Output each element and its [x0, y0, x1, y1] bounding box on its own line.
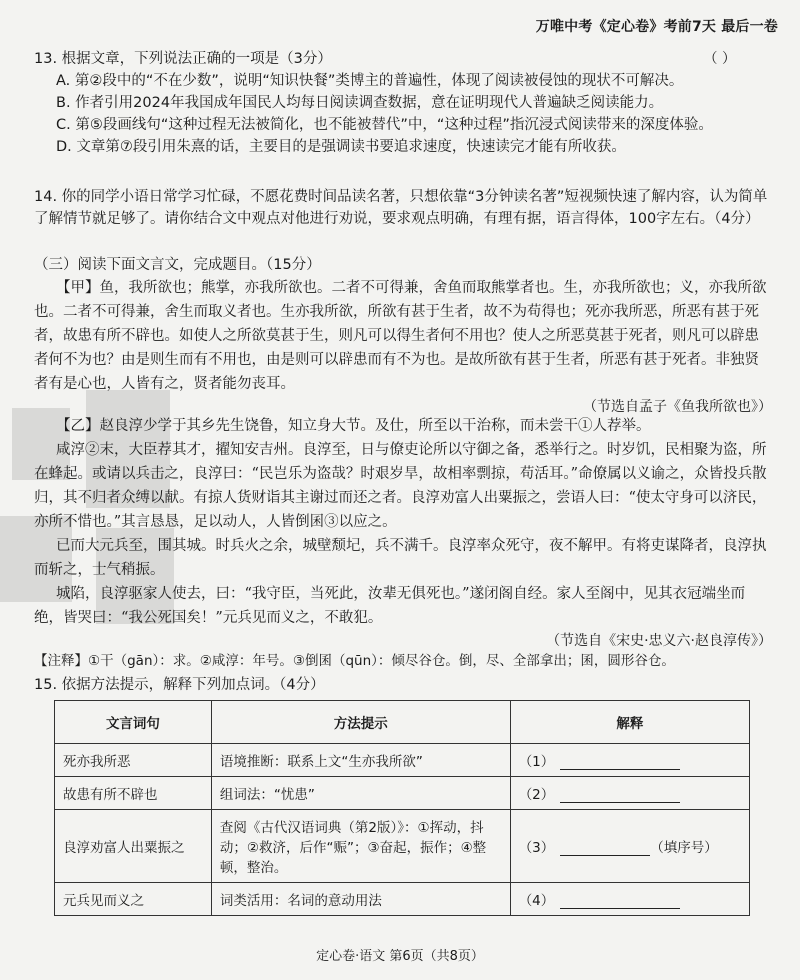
question-13: [34, 48, 772, 158]
table-cell-answer: [510, 810, 749, 883]
table-header-row: [55, 701, 750, 744]
table-cell-phrase: 死亦我所恶: [55, 744, 212, 777]
table-header-answer: 解释: [510, 701, 749, 744]
section-3-title: （三）阅读下面文言文，完成题目。（15分）: [34, 257, 321, 273]
table-cell-answer: [510, 883, 749, 916]
table-row: [55, 744, 750, 777]
passage-a: [34, 276, 772, 418]
table-header-hint: 方法提示: [211, 701, 510, 744]
option-b: B. 作者引用2024年我国成年国民人均每日阅读调查数据，意在证明现代人普遍缺乏阅读能力。: [56, 95, 664, 111]
option-d: D. 文章第⑦段引用朱熹的话，主要目的是强调读书要追求速度，快速读完才能有所收获。: [56, 139, 626, 155]
answer-label: （3）: [518, 840, 555, 856]
passage-a-text: 【甲】鱼，我所欲也；熊掌，亦我所欲也。二者不可得兼，舍鱼而取熊掌者也。生，亦我所欲也；义，亦我所欲也。二者不可得兼，舍生而取义者也。生亦我所欲，所欲有甚于生者，故不为苟得也；死亦我所恶，所恶有甚于死者，故患有所不辟也。如使人之所欲莫甚于生，则凡可以得生者何不用也？使人之所恶莫甚于死者，则凡可以辟患者何不为也？由是则生而有不用也，由是则可以辟患而有不为也。是故所欲有甚于生者，所恶有甚于死者。非独贤者有是心也，人皆有之，贤者能勿丧耳。: [34, 280, 767, 392]
table-cell-hint: 组词法：“忧患”: [211, 777, 510, 810]
answer-suffix: （填序号）: [650, 840, 718, 856]
passage-b-source: （节选自《宋史·忠义六·赵良淳传》）: [546, 633, 772, 649]
answer-blank[interactable]: [560, 894, 680, 909]
answer-label: （1）: [518, 754, 555, 770]
table-row: [55, 883, 750, 916]
notes: [34, 650, 772, 672]
passage-b: [34, 414, 772, 652]
question-15-stem: 15. 依据方法提示，解释下列加点词。（4分）: [34, 677, 325, 693]
option-c: C. 第⑤段画线句“这种过程无法被简化，也不能被替代”中，“这种过程”指沉浸式阅读带来的深度体验。: [56, 117, 713, 133]
question-14: [34, 186, 772, 230]
answer-blank[interactable]: [560, 788, 680, 803]
question-15: [34, 674, 772, 696]
passage-a-source: （节选自孟子《鱼我所欲也》）: [583, 399, 772, 415]
answer-label: （4）: [518, 893, 555, 909]
table-cell-answer: [510, 744, 749, 777]
table-row: [55, 810, 750, 883]
answer-blank[interactable]: [560, 755, 680, 770]
table-header-phrase: 文言词句: [55, 701, 212, 744]
option-a: A. 第②段中的“不在少数”，说明“知识快餐”类博主的普遍性，体现了阅读被侵蚀的现状不可解决。: [56, 73, 684, 89]
passage-b-paragraph-1: 【乙】赵良淳少学于其乡先生饶鲁，知立身大节。及仕，所至以干治称，而未尝干①人荐举。: [56, 418, 651, 434]
table-cell-hint: 查阅《古代汉语词典（第2版）》：①挥动，抖动；②救济，后作“赈”；③奋起，振作；④整顿，整治。: [211, 810, 510, 883]
page-header: 万唯中考《定心卷》考前7天 最后一卷: [535, 19, 778, 35]
table-cell-hint: 语境推断：联系上文“生亦我所欲”: [211, 744, 510, 777]
passage-b-paragraph-2: 咸淳②末，大臣荐其才，擢知安吉州。良淳至，日与僚吏论所以守御之备，悉举行之。时岁饥，民相聚为盗，所在蜂起。或请以兵击之，良淳曰：“民岂乐为盗哉？时艰岁旱，故相率剽掠，苟活耳。”命僚属以义谕之，众皆投兵散归，其不归者众缚以献。有掠人货财诣其主谢过而还之者。良淳劝富人出粟振之，尝语人曰：“使太守身可以济民，亦所不惜也。”其言恳恳，足以动人，人皆倒囷③以应之。: [34, 442, 767, 530]
table-cell-answer: [510, 777, 749, 810]
passage-b-paragraph-4: 城陷，良淳驱家人使去，曰：“我守臣，当死此，汝辈无俱死也。”遂闭阁自经。家人至阁中，见其衣冠端坐而绝，皆哭曰：“我公死国矣！”元兵见而义之，不敢犯。: [34, 586, 746, 626]
table-cell-phrase: 良淳劝富人出粟振之: [55, 810, 212, 883]
table-cell-hint: 词类活用：名词的意动用法: [211, 883, 510, 916]
section-3: [34, 254, 772, 276]
notes-text: 【注释】①干（gān）：求。②咸淳：年号。③倒囷（qūn）：倾尽谷仓。倒，尽、全部拿出；囷，圆形谷仓。: [34, 653, 675, 669]
passage-b-paragraph-3: 已而大元兵至，围其城。时兵火之余，城壁颓圮，兵不满千。良淳率众死守，夜不解甲。有将吏谋降者，良淳执而斩之，士气稍振。: [34, 538, 767, 578]
table-cell-phrase: 元兵见而义之: [55, 883, 212, 916]
answer-paren: （ ）: [703, 51, 736, 67]
page-footer: 定心卷·语文 第6页（共8页）: [316, 949, 484, 964]
question-13-stem: 13. 根据文章，下列说法正确的一项是（3分）: [34, 51, 332, 67]
answer-blank[interactable]: [560, 841, 650, 856]
table-row: [55, 777, 750, 810]
question-14-stem: 14. 你的同学小语日常学习忙碌，不愿花费时间品读名著，只想依靠“3分钟读名著”短视频快速了解内容，认为简单了解情节就足够了。请你结合文中观点对他进行劝说，要求观点明确，有理有据，语言得体，100字左右。（4分）: [34, 189, 768, 227]
question-15-table: [54, 700, 750, 916]
table-cell-phrase: 故患有所不辟也: [55, 777, 212, 810]
answer-label: （2）: [518, 787, 555, 803]
